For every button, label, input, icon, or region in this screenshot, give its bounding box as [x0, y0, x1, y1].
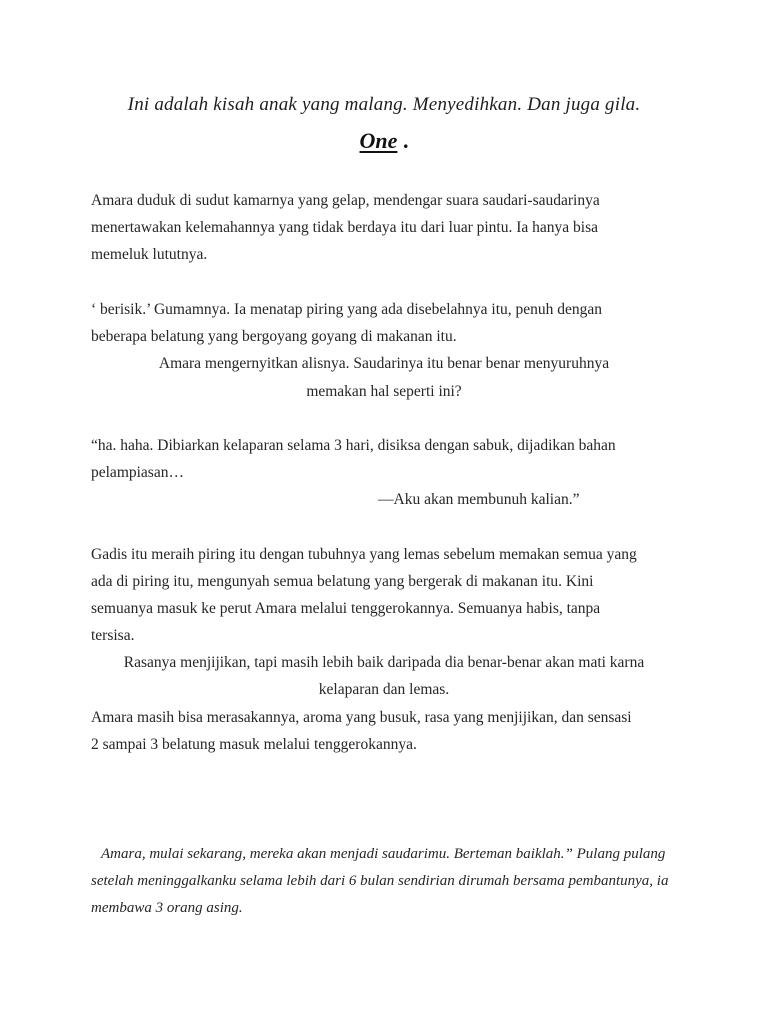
body-line: semuanya masuk ke perut Amara melalui tenggerokannya. Semuanya habis, tanpa [91, 600, 601, 617]
chapter-heading [0, 128, 768, 154]
body-line: Gadis itu meraih piring itu dengan tubuhnya yang lemas sebelum memakan semua yang [91, 546, 637, 563]
body-line-centered: kelaparan dan lemas. [318, 681, 450, 698]
body-line: tersisa. [91, 627, 135, 644]
body-line-centered: Rasanya menjijikan, tapi masih lebih baik daripada dia benar-benar akan mati karna [123, 654, 645, 671]
body-line: “ha. haha. Dibiarkan kelaparan selama 3 hari, disiksa dengan sabuk, dijadikan bahan [91, 437, 616, 454]
body-line: Amara masih bisa merasakannya, aroma yang busuk, rasa yang menjijikan, dan sensasi [91, 709, 632, 726]
body-line-centered: memakan hal seperti ini? [306, 383, 462, 400]
body-line-indented: —Aku akan membunuh kalian.” [378, 491, 580, 508]
body-line: 2 sampai 3 belatung masuk melalui tenggerokannya. [91, 736, 417, 753]
body-line: ‘ berisik.’ Gumamnya. Ia menatap piring yang ada disebelahnya itu, penuh dengan [91, 301, 603, 318]
italic-line: setelah meninggalkanku selama lebih dari 6 bulan sendirian dirumah bersama pembantunya, ia [91, 873, 669, 889]
body-line: ada di piring itu, mengunyah semua belatung yang bergerak di makanan itu. Kini [91, 573, 594, 590]
body-line: menertawakan kelemahannya yang tidak berdaya itu dari luar pintu. Ia hanya bisa [91, 219, 598, 236]
body-line: beberapa belatung yang bergoyang goyang di makanan itu. [91, 328, 457, 345]
intro-line: Ini adalah kisah anak yang malang. Menyedihkan. Dan juga gila. [127, 94, 641, 115]
body-line: Amara duduk di sudut kamarnya yang gelap, mendengar suara saudari-saudarinya [91, 192, 600, 209]
body-line: pelampiasan… [91, 464, 184, 481]
italic-line: membawa 3 orang asing. [91, 900, 243, 916]
italic-line: Amara, mulai sekarang, mereka akan menjadi saudarimu. Berteman baiklah.” Pulang pulang [101, 846, 666, 862]
chapter-title: One [359, 128, 398, 153]
body-line: memeluk lututnya. [91, 246, 208, 263]
body-line-centered: Amara mengernyitkan alisnya. Saudarinya itu benar benar menyuruhnya [158, 355, 610, 372]
chapter-title-suffix: . [402, 128, 409, 153]
